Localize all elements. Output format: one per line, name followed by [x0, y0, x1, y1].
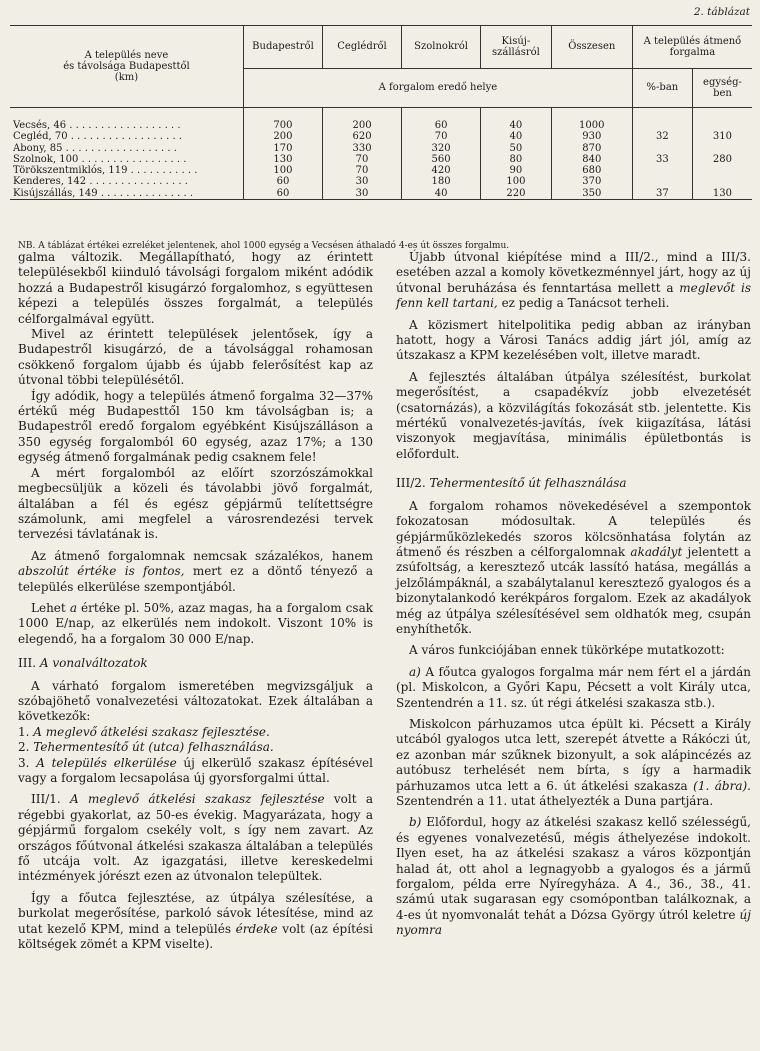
- paragraph: a) A főutca gyalogos forgalma már nem fért el a járdán (pl. Miskolcon, a Győri Kapu, Pécsett a volt Király utca, Szentendrén a 11. sz. út régi átkelési szakasza stb.).: [396, 664, 751, 710]
- table-caption: 2. táblázat: [693, 6, 750, 18]
- paragraph: Újabb útvonal kiépítése mind a III/2., mind a III/3. esetében azzal a komoly következménnyel járt, hogy az új útvonal beruházása és fenntartása mellett a meglevőt is fenn kell tartani, ez pedig a Tanácsot terheli.: [396, 250, 751, 311]
- paragraph: Az átmenő forgalomnak nemcsak százalékos, hanem abszolút értéke is fontos, mert ez a döntő tényező a település elkerülése szempontjából.: [18, 548, 374, 594]
- header-from-cegled: Ceglédről: [323, 26, 402, 69]
- cell-percent: [632, 176, 692, 187]
- table-row: [10, 165, 752, 176]
- paragraph: III/1. A meglevő átkelési szakasz fejlesztése volt a régebbi gyakorlat, az 50-es évekig. Magyarázata, hogy a gépjármű forgalom csekély volt, s így nem zavart. Az országos főútvonal átkelési szakasza általában a település fő utcája volt. Az igazgatási, illetve kereskedelmi intézmények jórészt ezen az útvonalon települtek.: [18, 792, 373, 884]
- cell-from-budapest: 700: [243, 120, 322, 131]
- cell-percent: [632, 120, 692, 131]
- cell-from-budapest: 60: [243, 188, 322, 200]
- cell-from-budapest: 200: [243, 131, 322, 142]
- table-row: [10, 154, 752, 165]
- cell-place: Vecsés, 46 . . . . . . . . . . . . . . . . . .: [13, 120, 181, 131]
- paragraph: b) Előfordul, hogy az átkelési szakasz kellő szélességű, és egyenes vonalvezetésű, mégis áthelyezése indokolt. Ilyen eset, ha az átkelési szakasz a város központján halad át, ott ahol a legnagyobb a gyalogos és a jármű forgalom, példa erre Nyíregyháza. A 4., 36., 38., 41. számú utak sugarasan egy csomópontban találkoznak, a 4-es út nyomvonalát tehát a Dózsa György útról keletre új nyomra: [396, 815, 751, 938]
- cell-from-budapest: 170: [243, 143, 322, 154]
- cell-from-szolnok: 60: [402, 120, 481, 131]
- cell-from-kisujszallas: 40: [481, 131, 552, 142]
- header-through-traffic: A település átmenő forgalma: [632, 26, 752, 69]
- cell-from-budapest: 130: [243, 154, 322, 165]
- paragraph: A forgalom rohamos növekedésével a szempontok fokozatosan módosultak. A település és gépjárműközlekedés szoros kölcsönhatása folytán az átmenő és részben a célforgalomnak akadályt jelentett a zsúfoltság, a keresztező utcák lassító hatása, megállás a jelzőlámpáknál, a szabálytalanul keresztező gyalogos és a bizonytalankodó kerékpáros forgalom. Ezek az akadályok még az útpálya szélesítésével sem oldhatók meg, csupán enyhíthetők.: [396, 498, 751, 636]
- variant-list: [18, 725, 373, 787]
- table-row: [10, 188, 752, 200]
- cell-from-cegled: 200: [323, 120, 402, 131]
- list-item: 3. A település elkerülése új elkerülő szakasz építésével vagy a forgalom lecsapolása új gyorsforgalmi úttal.: [18, 755, 373, 785]
- paragraph: galma változik. Megállapítható, hogy az érintett településekből kiinduló távolsági forgalom miként adódik hozzá a Budapestről kisugárzó forgalomhoz, s együttesen képezi a település összes forgalmát, a település célforgalmával együtt.: [18, 250, 373, 326]
- cell-place: Kisújszállás, 149 . . . . . . . . . . . . . . .: [10, 188, 243, 200]
- header-from-kisujszallas: Kisúj- szállásról: [481, 26, 552, 69]
- cell-from-szolnok: 320: [402, 143, 481, 154]
- section-heading: III. A vonalváltozatok: [18, 656, 148, 671]
- cell-from-kisujszallas: 100: [481, 176, 552, 187]
- paragraph: A város funkciójában ennek tükörképe mutatkozott:: [409, 643, 725, 658]
- header-place: A település neve és távolsága Budapesttől (km): [10, 26, 243, 108]
- cell-from-kisujszallas: 80: [481, 154, 552, 165]
- cell-units: [692, 176, 752, 187]
- cell-from-kisujszallas: 40: [481, 120, 552, 131]
- cell-place: Cegléd, 70 . . . . . . . . . . . . . . . . . .: [13, 131, 183, 143]
- header-units: egység- ben: [692, 69, 752, 108]
- paragraph: A mért forgalomból az előírt szorzószámokkal megbecsüljük a közeli és távolabbi jövő forgalmát, általában a fél és egész gépjármű telítettségre számolunk, ami megfelel a városrendezési tervek tervezési távlatának is.: [18, 465, 373, 542]
- cell-total: 930: [551, 131, 632, 142]
- right-column: [396, 250, 751, 939]
- cell-percent: [632, 143, 692, 154]
- cell-from-szolnok: 180: [402, 176, 481, 187]
- paragraph: Így adódik, hogy a település átmenő forgalma 32—37% értékű még Budapesttől 150 km távolságban is; a Budapestről eredő forgalom egyébként Kisújszálláson a 350 egység forgalomból 60 egység, azaz 17%; a 130 egység átmenő forgalmának pedig csaknem fele!: [18, 388, 373, 465]
- cell-from-budapest: 100: [243, 165, 322, 176]
- cell-from-cegled: 330: [323, 143, 402, 154]
- cell-place: Szolnok, 100 . . . . . . . . . . . . . . . . .: [13, 153, 187, 165]
- cell-from-szolnok: 70: [402, 131, 481, 142]
- cell-total: 870: [551, 143, 632, 154]
- header-total: Összesen: [551, 26, 632, 69]
- header-origin: A forgalom eredő helye: [243, 69, 632, 108]
- paragraph: Miskolcon párhuzamos utca épült ki. Pécsett a Király utcából gyalogos utca lett, szerepét átvette a Rákóczi út, ez azonban már szűknek bizonyult, a sok alápincézés az autóbusz terhelését nem bírta, s így a harmadik párhuzamos utca lett a 6. út átkelési szakasza (1. ábra). Szentendrén a 11. utat áthelyezték a Duna partjára.: [396, 716, 751, 808]
- cell-total: 840: [551, 154, 632, 165]
- cell-total: 370: [551, 176, 632, 187]
- section-heading: III/2. Tehermentesítő út felhasználása: [396, 476, 627, 491]
- left-column: [18, 250, 373, 952]
- cell-from-cegled: 620: [323, 131, 402, 142]
- header-percent: %-ban: [632, 69, 692, 108]
- cell-from-cegled: 70: [323, 165, 402, 176]
- cell-total: 680: [551, 165, 632, 176]
- list-item: 2. Tehermentesítő út (utca) felhasználása.: [18, 740, 274, 755]
- cell-units: 310: [692, 131, 752, 142]
- cell-place: Abony, 85 . . . . . . . . . . . . . . . . . .: [13, 142, 177, 154]
- paragraph: A várható forgalom ismeretében megvizsgáljuk a szóbajöhető vonalvezetési változatokat. Ezek általában a következők:: [18, 678, 373, 724]
- cell-total: 1000: [551, 120, 632, 131]
- traffic-table: [10, 25, 752, 200]
- header-from-szolnok: Szolnokról: [402, 26, 481, 69]
- cell-from-kisujszallas: 50: [481, 143, 552, 154]
- paragraph: Lehet a értéke pl. 50%, azaz magas, ha a forgalom csak 1000 E/nap, az elkerülés nem indokolt. Viszont 10% is elegendő, ha a forgalom 30 000 E/nap.: [18, 600, 373, 646]
- cell-place: Kenderes, 142 . . . . . . . . . . . . . . . .: [13, 176, 188, 188]
- cell-from-kisujszallas: 220: [481, 188, 552, 200]
- cell-from-szolnok: 40: [402, 188, 481, 200]
- cell-units: [692, 143, 752, 154]
- cell-from-budapest: 60: [243, 176, 322, 187]
- table-row: [10, 176, 752, 187]
- list-item: 1. A meglevő átkelési szakasz fejlesztése.: [18, 724, 270, 739]
- table-note: NB. A táblázat értékei ezreléket jelentenek, ahol 1000 egység a Vecsésen áthaladó 4-es út összes forgalmu.: [18, 241, 510, 251]
- cell-percent: 33: [632, 154, 692, 165]
- cell-from-cegled: 30: [323, 188, 402, 200]
- paragraph: A közismert hitelpolitika pedig abban az irányban hatott, hogy a Városi Tanács addig járt jól, amíg az útszakasz a KPM kezelésében volt, illetve maradt.: [396, 317, 751, 363]
- paragraph: Mivel az érintett települések jelentősek, így a Budapestről kisugárzó, de a távolsággal rohamosan csökkenő forgalom újabb és újabb felerősítést kap az útvonal többi településétől.: [18, 327, 373, 388]
- cell-units: [692, 165, 752, 176]
- cell-percent: 32: [632, 131, 692, 142]
- table-row: [10, 131, 752, 142]
- paragraph: Így a főutca fejlesztése, az útpálya szélesítése, a burkolat megerősítése, parkoló sávok létesítése, mind az utat kezelő KPM, mind a település érdeke volt (az építési költségek zömét a KPM viselte).: [18, 890, 373, 952]
- cell-place: Törökszentmiklós, 119 . . . . . . . . . . .: [13, 165, 198, 177]
- header-from-budapest: Budapestről: [243, 26, 322, 69]
- cell-total: 350: [551, 188, 632, 200]
- cell-percent: [632, 165, 692, 176]
- cell-percent: 37: [632, 188, 692, 200]
- table-row: [10, 143, 752, 154]
- table-row: [10, 120, 752, 131]
- cell-from-kisujszallas: 90: [481, 165, 552, 176]
- cell-from-szolnok: 420: [402, 165, 481, 176]
- cell-from-cegled: 30: [323, 176, 402, 187]
- cell-units: 130: [692, 188, 752, 200]
- cell-units: 280: [692, 154, 752, 165]
- cell-from-cegled: 70: [323, 154, 402, 165]
- cell-units: [692, 120, 752, 131]
- cell-from-szolnok: 560: [402, 154, 481, 165]
- paragraph: A fejlesztés általában útpálya szélesítést, burkolat megerősítést, a csapadékvíz jobb elvezetését (csatornázás), a közvilágítás fokozását stb. jelentette. Kis mértékű vonalvezetés-javítás, ívek kiigazítása, látási viszonyok megjavítása, minimális épületbontás is előfordult.: [396, 369, 751, 461]
